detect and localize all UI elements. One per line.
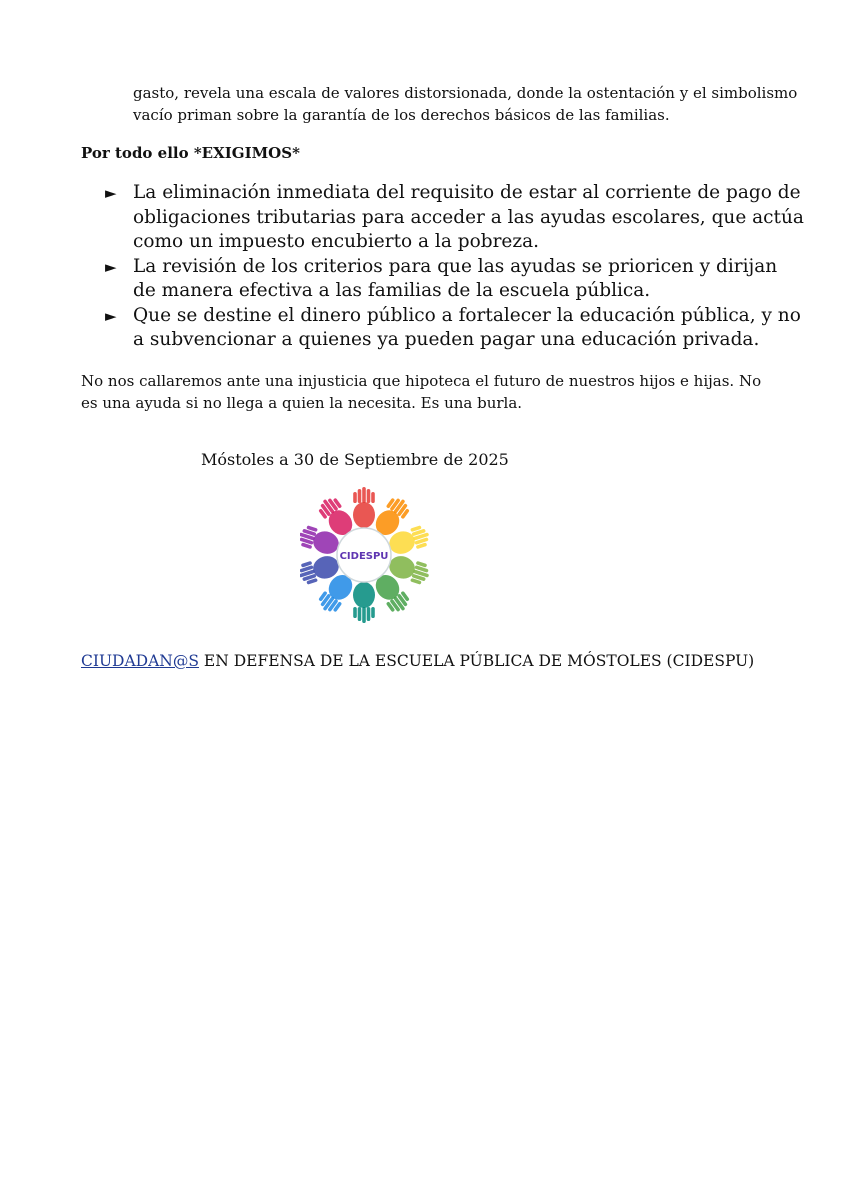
- triangle-bullet-icon: ►: [105, 257, 117, 276]
- list-item: [105, 255, 805, 304]
- closing-paragraph: No nos callaremos ante una injusticia que hipoteca el futuro de nuestros hijos e hijas. No es una ayuda si no llega a quien la necesita. Es una burla.: [81, 372, 762, 412]
- demand-text: La eliminación inmediata del requisito de estar al corriente de pago de obligaciones tributarias para acceder a las ayudas escolares, que actúa como un impuesto encubierto a la pobreza.: [133, 182, 804, 252]
- triangle-bullet-icon: ►: [105, 184, 117, 202]
- triangle-bullet-icon: ►: [105, 306, 117, 325]
- cidespu-link[interactable]: CIUDADAN@S: [81, 652, 199, 670]
- hand-shape: [353, 487, 375, 528]
- demand-text: La revisión de los criterios para que las ayudas se prioricen y dirijan de manera efectiva a las familias de la escuela pública.: [133, 255, 778, 301]
- demands-list: [105, 181, 805, 353]
- hand-shape: [353, 582, 375, 623]
- footer-rest: EN DEFENSA DE LA ESCUELA PÚBLICA DE MÓSTOLES (CIDESPU): [198, 652, 755, 670]
- list-item: [105, 304, 805, 353]
- intro-paragraph: gasto, revela una escala de valores distorsionada, donde la ostentación y el simbolismo vacío priman sobre la garantía de los derechos básicos de las familias.: [133, 84, 798, 124]
- footer-signature: [81, 650, 754, 672]
- cidespu-logo: [300, 483, 430, 629]
- list-item: [105, 181, 805, 255]
- logo-label: CIDESPU: [339, 551, 389, 562]
- demand-text: Que se destine el dinero público a fortalecer la educación pública, y no a subvencionar a quienes ya pueden pagar una educación privada.: [133, 304, 801, 350]
- demands-heading: Por todo ello *EXIGIMOS*: [81, 144, 300, 162]
- date-line: Móstoles a 30 de Septiembre de 2025: [201, 450, 509, 469]
